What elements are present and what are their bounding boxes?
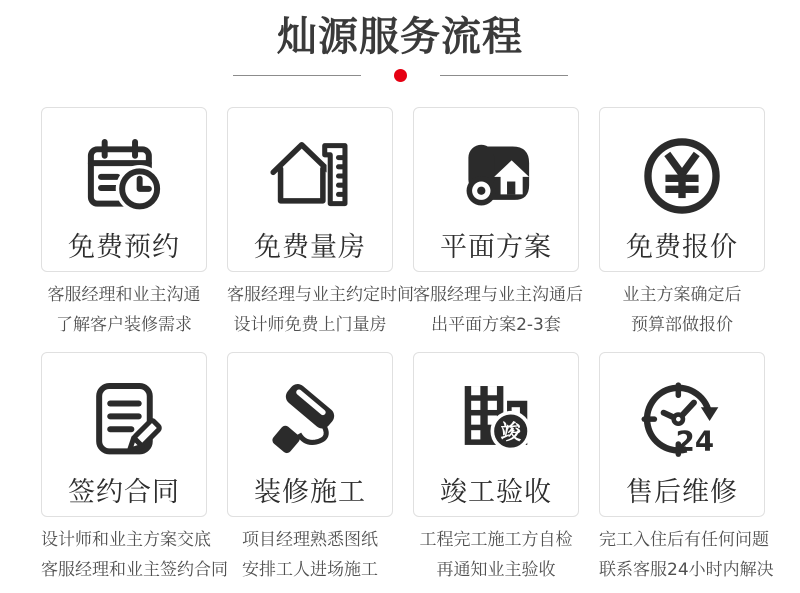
- step-card: [413, 352, 579, 517]
- step-description: [599, 525, 774, 585]
- step-completion-acceptance: [413, 352, 579, 585]
- building-badge-icon: [450, 375, 542, 467]
- step-card: [41, 107, 207, 272]
- step-card: [599, 352, 765, 517]
- desc-line-2: 设计师免费上门量房: [233, 315, 387, 335]
- step-title: 免费报价: [626, 232, 738, 263]
- step-contract-signing: [41, 352, 228, 585]
- svg-text:竣: 竣: [500, 420, 521, 445]
- house-ruler-icon: [264, 130, 356, 222]
- step-card: [41, 352, 207, 517]
- step-description: [41, 525, 228, 585]
- step-after-sales: [599, 352, 774, 585]
- steps-grid: [0, 107, 800, 585]
- desc-line-1: 客服经理与业主约定时间: [227, 285, 414, 305]
- desc-line-1: 项目经理熟悉图纸: [242, 530, 378, 550]
- desc-line-2: 安排工人进场施工: [242, 560, 378, 580]
- desc-line-1: 设计师和业主方案交底: [41, 530, 211, 550]
- desc-line-2: 预算部做报价: [631, 315, 733, 335]
- desc-line-1: 客服经理和业主沟通: [47, 285, 201, 305]
- divider-line-right: [440, 75, 568, 76]
- desc-line-2: 出平面方案2-3套: [431, 315, 561, 335]
- title-divider: [0, 69, 800, 82]
- yuan-coin-icon: [636, 130, 728, 222]
- step-description: [227, 280, 414, 340]
- step-title: 售后维修: [626, 477, 738, 508]
- step-card: [599, 107, 765, 272]
- step-floor-plan: [413, 107, 583, 340]
- step-construction: [227, 352, 393, 585]
- calendar-clock-icon: [78, 130, 170, 222]
- desc-line-1: 业主方案确定后: [622, 285, 742, 305]
- step-free-quote: [599, 107, 765, 340]
- desc-line-2: 联系客服24小时内解决: [599, 560, 774, 580]
- desc-line-1: 完工入住后有任何问题: [599, 530, 769, 550]
- step-description: [413, 280, 583, 340]
- step-description: [227, 525, 393, 585]
- svg-text:24: 24: [675, 424, 715, 458]
- step-title: 竣工验收: [440, 477, 552, 508]
- step-description: [41, 280, 207, 340]
- step-title: 平面方案: [440, 232, 552, 263]
- page-title: 灿源服务流程: [277, 14, 523, 60]
- header: [0, 0, 800, 82]
- step-card: [413, 107, 579, 272]
- divider-line-left: [233, 75, 361, 76]
- desc-line-2: 再通知业主验收: [436, 560, 556, 580]
- step-description: [413, 525, 579, 585]
- desc-line-1: 客服经理与业主沟通后: [413, 285, 583, 305]
- desc-line-2: 了解客户装修需求: [56, 315, 192, 335]
- blueprint-roll-icon: [450, 130, 542, 222]
- step-title: 签约合同: [68, 477, 180, 508]
- step-title: 装修施工: [254, 477, 366, 508]
- step-free-measurement: [227, 107, 414, 340]
- step-card: [227, 352, 393, 517]
- step-description: [599, 280, 765, 340]
- paint-roller-icon: [264, 375, 356, 467]
- desc-line-1: 工程完工施工方自检: [419, 530, 573, 550]
- clock-24-icon: [636, 375, 728, 467]
- step-title: 免费量房: [254, 232, 366, 263]
- contract-pencil-icon: [78, 375, 170, 467]
- desc-line-2: 客服经理和业主签约合同: [41, 560, 228, 580]
- divider-red-dot: [394, 69, 407, 82]
- step-card: [227, 107, 393, 272]
- step-title: 免费预约: [68, 232, 180, 263]
- step-free-appointment: [41, 107, 207, 340]
